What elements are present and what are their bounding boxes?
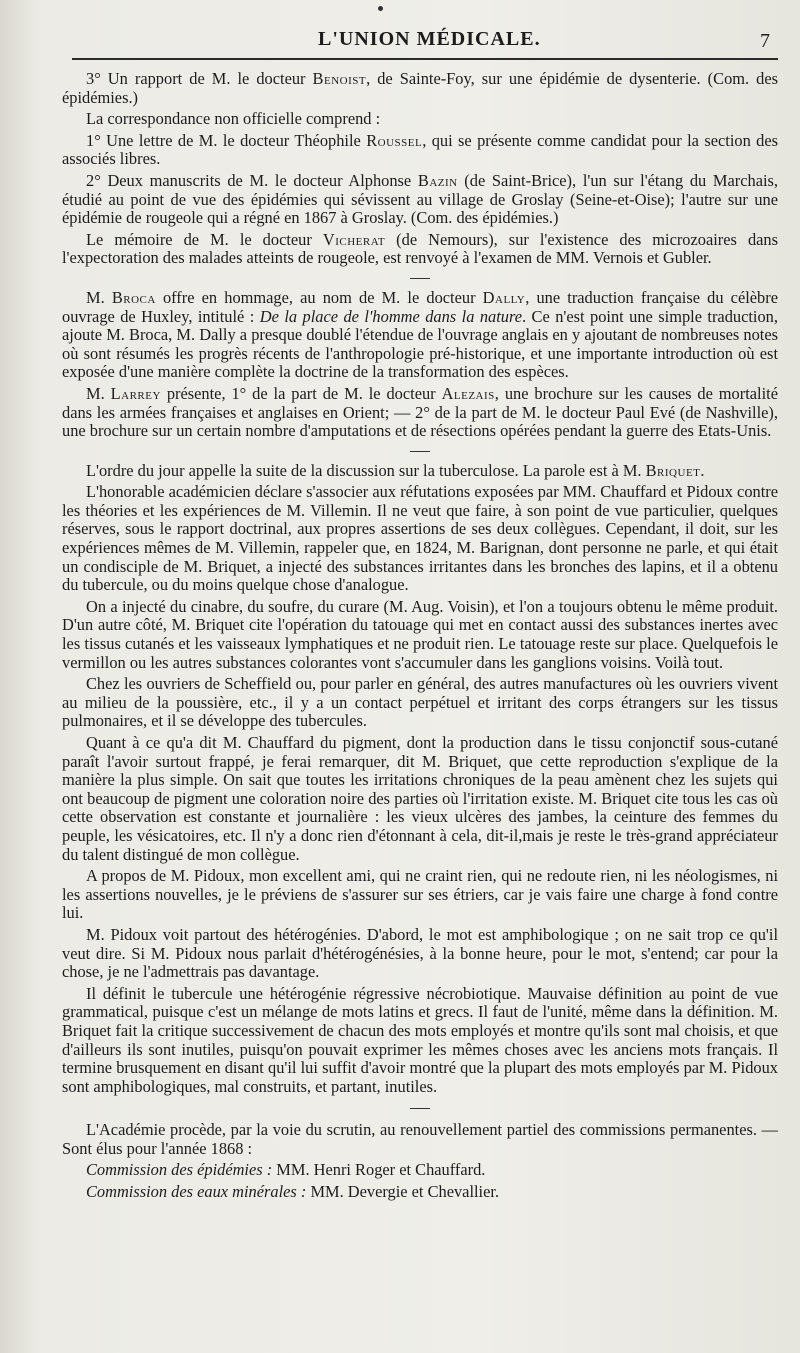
paragraph-memoire-vicherat bbox=[62, 231, 778, 268]
commission-members: MM. Devergie et Chevallier. bbox=[306, 1182, 500, 1202]
text: A propos de M. Pidoux, mon excellent ami, qui ne craint rien, qui ne redoute rien, ni les néologismes, ni les assertions nouvelles, je le préviens de s'assurer sur ses étriers, car je vais faire une charge à fond contre lui. bbox=[62, 866, 778, 923]
text: 3° Un rapport de M. le docteur bbox=[86, 69, 313, 88]
text: (de Saint-Brice), l'un sur l'étang du Marchais, étudié au point de vue des épidémies qui sévissent au village de Groslay (Seine-et-Oise); l'autre sur une épidémie de rougeole qui a régné en 1867 à Groslay. (Com. des épidémies.) bbox=[62, 170, 779, 228]
text: , une traduction française du célèbre ouvrage de Huxley, intitulé : bbox=[62, 287, 778, 326]
paragraph-larrey-brochures bbox=[62, 385, 778, 441]
paragraph-briquet-4 bbox=[62, 734, 778, 864]
text: . Ce n'est point une simple traduction, ajoute M. Broca, M. Dally a presque doublé l'étendue de l'ouvrage anglais en y ajoutant de nombreuses notes où sont résumés les progrès récents de l'anthropologie pré-historique, et une importante introduction où est exposée d'une manière complète la doctrine de la transformation des espèces. bbox=[62, 306, 778, 382]
person-name: Bazin bbox=[417, 170, 458, 190]
paragraph-briquet-1 bbox=[62, 483, 778, 595]
paragraph-briquet-6 bbox=[62, 926, 778, 982]
text: offre en hommage, au nom de M. le docteur bbox=[155, 287, 483, 307]
text: L'honorable académicien déclare s'associer aux réfutations exposées par MM. Chauffard et Pidoux contre les théories et les expériences de M. Villemin. Il ne veut que faire, à son point de vue particulier, quelques réserves, sous le rapport doctrinal, aux propres assertions de ses deux collègues. Cependant, il doit, sur les expériences mêmes de M. Villemin, rappeler que, en 1824, M. Barignan, dont personne ne parle, et qui était un condisciple de M. Briquet, a injecté des substances irritantes dans les bronches des lapins, et il a obtenu du tubercule, ou du moins quelque chose d'analogue. bbox=[62, 482, 778, 595]
text: L'Académie procède, par la voie du scrutin, au renouvellement partiel des commissions permanentes. — Sont élus pour l'année 1868 : bbox=[62, 1120, 778, 1158]
section-separator bbox=[410, 278, 430, 279]
text: M. bbox=[86, 287, 112, 307]
text: présente, 1° de la part de M. le docteur bbox=[160, 383, 442, 403]
text: Il définit le tubercule une hétérogénie régressive nécrobiotique. Mauvaise définition au point de vue grammatical, puisque c'est un mélange de mots latins et grecs. Il faut de l'unité, même dans la définition. M. Briquet fait la critique successivement de chacun des mots employés et montre qu'ils sont mal choisis, et que d'ailleurs ils sont inutiles, puisqu'on pouvait exprimer les mêmes choses avec les anciens mots français. Il termine brusquement en disant qu'il lui suffit d'avoir montré que la plupart des mots employés par M. Pidoux sont amphibologiques, mal construits, et partant, inutiles. bbox=[62, 983, 778, 1096]
section-separator bbox=[410, 1108, 430, 1109]
commission-label: Commission des épidémies : bbox=[86, 1160, 273, 1180]
page-header bbox=[72, 0, 778, 60]
paragraph-academy-elections bbox=[62, 1121, 778, 1158]
paragraph-correspondence-intro bbox=[62, 110, 778, 129]
journal-title: L'UNION MÉDICALE. bbox=[318, 28, 541, 50]
text: La correspondance non officielle comprend : bbox=[86, 109, 381, 129]
person-name: Roussel bbox=[366, 130, 423, 150]
paragraph-briquet-2 bbox=[62, 598, 778, 672]
paragraph-letter-roussel bbox=[62, 132, 778, 169]
person-name: Briquet bbox=[645, 460, 701, 480]
commission-epidemies bbox=[62, 1161, 778, 1180]
paragraph-briquet-5 bbox=[62, 867, 778, 923]
text: . bbox=[700, 460, 705, 480]
paragraph-briquet-3 bbox=[62, 675, 778, 731]
text: Quant à ce qu'a dit M. Chauffard du pigment, dont la production dans le tissu conjonctif sous-cutané paraît l'avoir surtout frappé, je ferai remarquer, dit M. Briquet, que cette reproduction s'explique de la manière la plus simple. On sait que toutes les irritations chroniques de la peau amènent chez les sujets qui ont beaucoup de pigment une coloration noire des parties où l'irritation existe. M. Briquet cite tous les cas où cette observation est constante et journalière : les vieux ulcères des jambes, la ceinture des femmes du peuple, les vésicatoires, etc. Il n'y a donc rien d'étonnant à cela, dit-il,mais je reste le très-grand appréciateur du talent distingué de mon collègue. bbox=[62, 733, 778, 864]
person-name: Benoist bbox=[312, 69, 367, 88]
text: , qui se présente comme candidat pour la section des associés libres. bbox=[62, 130, 779, 169]
commission-members: MM. Henri Roger et Chauffard. bbox=[272, 1160, 486, 1180]
paragraph-order-of-day bbox=[62, 462, 778, 481]
person-name: Alezais bbox=[441, 383, 495, 403]
paragraph-broca-huxley bbox=[62, 289, 778, 382]
text: 1° Une lettre de M. le docteur Théophile bbox=[86, 130, 367, 150]
paragraph-report-benoist bbox=[62, 70, 778, 107]
header-ornament bbox=[378, 6, 383, 11]
text: , de Sainte-Foy, sur une épidémie de dysenterie. (Com. des épidémies.) bbox=[62, 69, 778, 107]
person-name: Broca bbox=[111, 287, 156, 307]
text: , une brochure sur les causes de mortalité dans les armées françaises et anglaises en Orient; — 2° de la part de M. le docteur Paul Evé (de Nashville), une brochure sur un certain nombre d'amputations et de résections opérées pendant la guerre des Etats-Unis. bbox=[62, 383, 778, 441]
text: 2° Deux manuscrits de M. le docteur Alphonse bbox=[86, 170, 418, 190]
article-body bbox=[62, 70, 778, 1202]
person-name: Larrey bbox=[110, 383, 161, 403]
text: On a injecté du cinabre, du soufre, du curare (M. Aug. Voisin), et l'on a toujours obtenu le même produit. D'un autre côté, M. Briquet cite l'opération du tatouage qui met en contact aussi des substances inertes avec les tissus cutanés et les vaisseaux lymphatiques et ne produit rien. Le tatouage reste sur place. Quelquefois le vermillon ou les autres substances colorantes vont s'accumuler dans les ganglions voisins. Voilà tout. bbox=[62, 596, 778, 672]
book-title: De la place de l'homme dans la nature bbox=[259, 306, 523, 326]
text: Le mémoire de M. le docteur bbox=[86, 229, 323, 249]
commission-eaux-minerales bbox=[62, 1183, 778, 1202]
text: Chez les ouvriers de Scheffield ou, pour parler en général, des autres manufactures où les ouvriers vivent au milieu de la poussière, etc., il y a un contact perpétuel et irritant des corps étrangers sur les tissus pulmonaires, et il se développe des tubercules. bbox=[62, 674, 778, 731]
commission-label: Commission des eaux minérales : bbox=[86, 1182, 307, 1202]
paragraph-manuscripts-bazin bbox=[62, 172, 778, 228]
page-number: 7 bbox=[760, 30, 770, 52]
person-name: Dally bbox=[482, 287, 526, 307]
person-name: Vicherat bbox=[322, 229, 386, 249]
text: (de Nemours), sur l'existence des microzoaires dans l'expectoration des malades atteints de rougeole, est renvoyé à l'examen de MM. Vernois et Gubler. bbox=[62, 229, 778, 268]
text: M. Pidoux voit partout des hétérogénies. D'abord, le mot est amphibologique ; on ne sait trop ce qu'il veut dire. Si M. Pidoux nous parlait d'hétérogénésies, à la bonne heure, pour le mot, s'entend; car pour la chose, je ne l'admettrais pas davantage. bbox=[62, 924, 778, 982]
text: M. bbox=[86, 383, 111, 403]
paragraph-briquet-7 bbox=[62, 985, 778, 1097]
text: L'ordre du jour appelle la suite de la discussion sur la tuberculose. La parole est à M. bbox=[86, 460, 646, 480]
section-separator bbox=[410, 451, 430, 452]
